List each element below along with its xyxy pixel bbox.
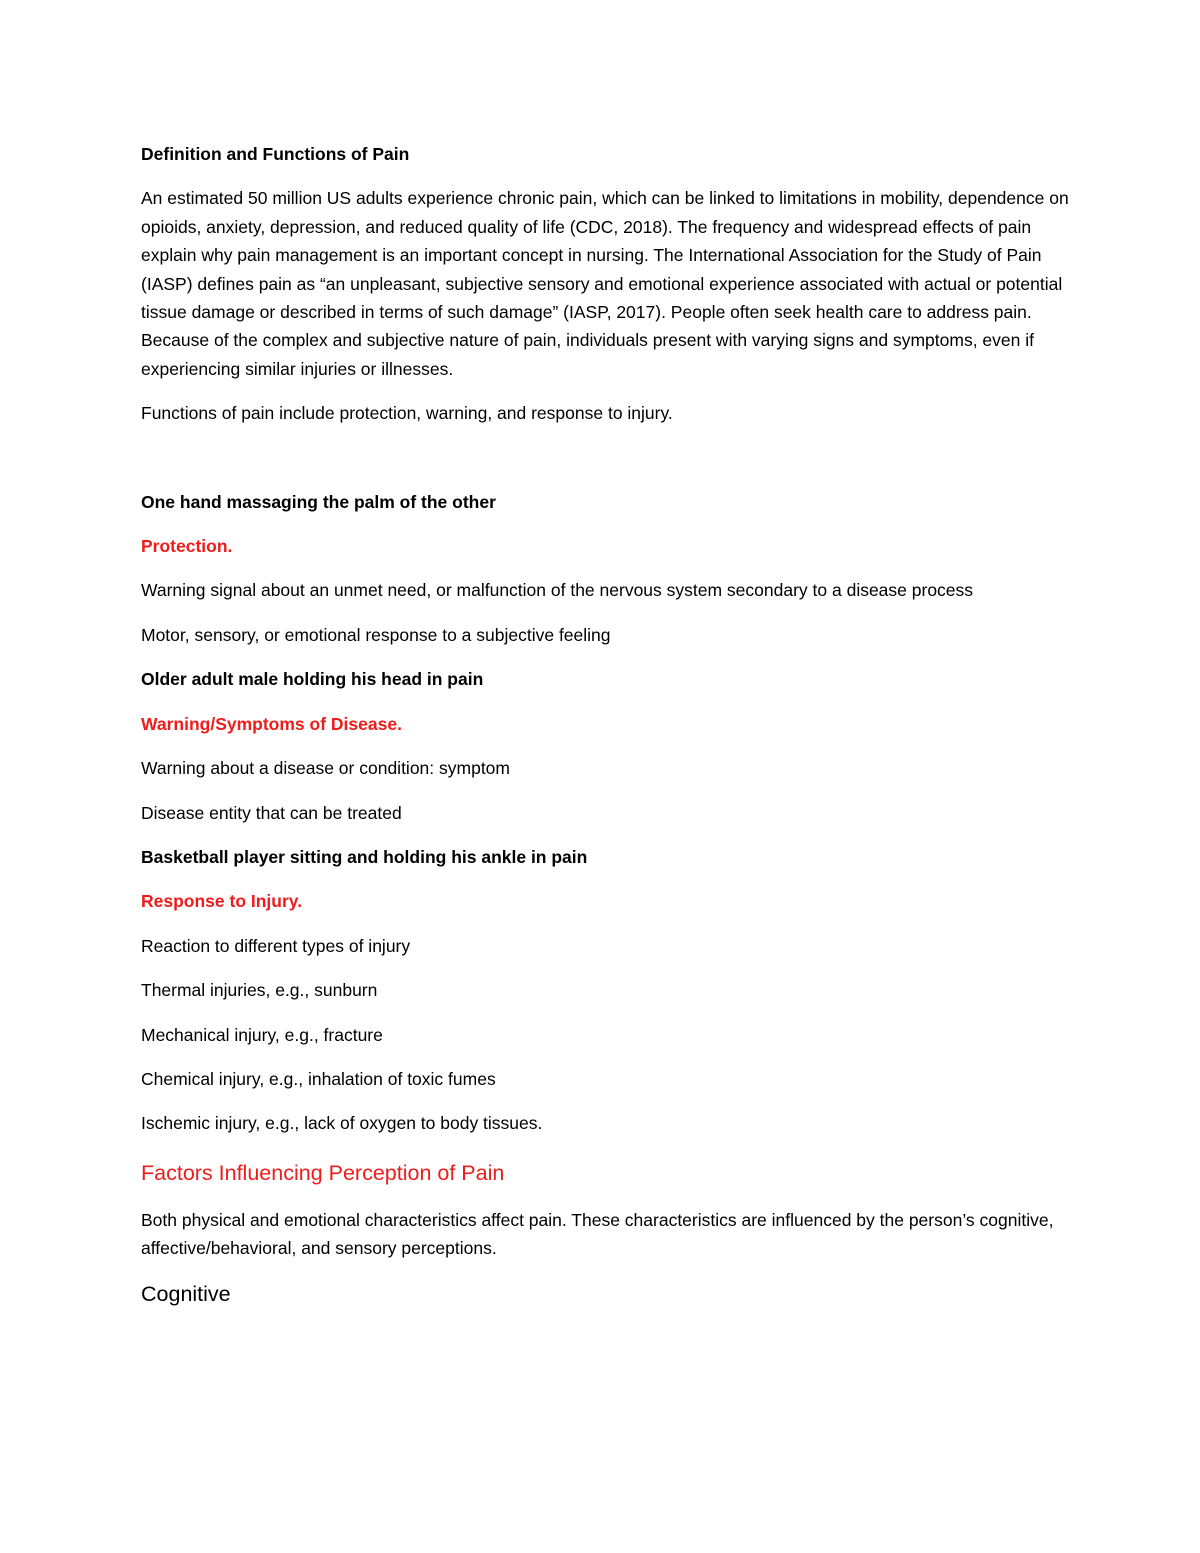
response-item-reaction: Reaction to different types of injury <box>141 935 411 956</box>
response-item-thermal: Thermal injuries, e.g., sunburn <box>141 980 378 1001</box>
factors-paragraph: Both physical and emotional characteristics affect pain. These characteristics are influenced by the person’s cognitive, affective/behavioral, and sensory perceptions. <box>141 1209 1054 1259</box>
warning-item-symptom: Warning about a disease or condition: symptom <box>141 758 510 779</box>
image-caption-hand-massage: One hand massaging the palm of the other <box>141 491 496 512</box>
response-item-mechanical: Mechanical injury, e.g., fracture <box>141 1024 383 1045</box>
definition-heading: Definition and Functions of Pain <box>141 144 410 164</box>
factors-heading: Factors Influencing Perception of Pain <box>141 1160 505 1185</box>
protection-heading: Protection. <box>141 536 233 557</box>
warning-heading: Warning/Symptoms of Disease. <box>141 713 402 734</box>
functions-paragraph: Functions of pain include protection, warning, and response to injury. <box>141 403 673 424</box>
response-heading: Response to Injury. <box>141 891 303 912</box>
definition-paragraph: An estimated 50 million US adults experience chronic pain, which can be linked to limitations in mobility, dependence on opioids, anxiety, depression, and reduced quality of life (CDC, 2018). The frequency and widespread effects of pain explain why pain management is an important concept in nursing. The International Association for the Study of Pain (IASP) defines pain as “an unpleasant, subjective sensory and emotional experience associated with actual or potential tissue damage or described in terms of such damage” (IASP, 2017). People often seek health care to address pain. Because of the complex and subjective nature of pain, individuals present with varying signs and symptoms, even if experiencing similar injuries or illnesses. <box>141 188 1069 379</box>
protection-item-warning-signal: Warning signal about an unmet need, or malfunction of the nervous system secondary to a disease process <box>141 580 974 601</box>
warning-item-disease-entity: Disease entity that can be treated <box>141 802 402 823</box>
cognitive-heading: Cognitive <box>141 1281 231 1306</box>
document-page <box>141 140 1071 1309</box>
protection-item-motor-response: Motor, sensory, or emotional response to a subjective feeling <box>141 624 611 645</box>
response-item-chemical: Chemical injury, e.g., inhalation of toxic fumes <box>141 1068 496 1089</box>
image-caption-older-adult: Older adult male holding his head in pain <box>141 669 484 690</box>
response-item-ischemic: Ischemic injury, e.g., lack of oxygen to body tissues. <box>141 1113 543 1134</box>
image-caption-basketball-player: Basketball player sitting and holding his ankle in pain <box>141 846 588 867</box>
